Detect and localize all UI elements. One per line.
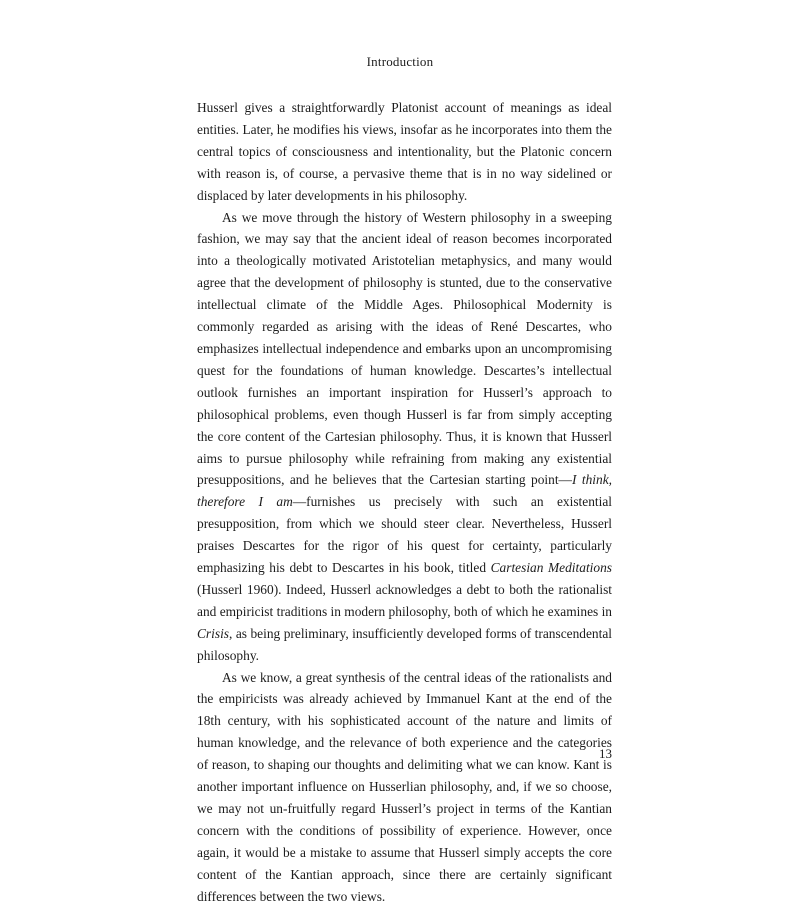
text-run: , as being preliminary, insufficiently developed forms of transcendental philosophy. bbox=[197, 625, 612, 663]
text-run: As we move through the history of Western philosophy in a sweeping fashion, we may say that the ancient ideal of reason becomes incorporated into a theologically motivated Aristotelian metaphysics, and many would agree that the development of philosophy is stunted, due to the conservative intellectual climate of the Middle Ages. Philosophical Modernity is commonly regarded as arising with the ideas of René Descartes, who emphasizes intellectual independence and embarks upon an uncompromising quest for the foundations of human knowledge. Descartes’s intellectual outlook furnishes an important inspiration for Husserl’s approach to philosophical problems, even though Husserl is far from simply accepting the core content of the Cartesian philosophy. Thus, it is known that Husserl aims to pursue philosophy while refraining from making any existential presuppositions, and he believes that the Cartesian starting point— bbox=[197, 209, 612, 488]
italic-run: I think, therefore I am bbox=[197, 472, 612, 510]
text-run: (Husserl 1960). Indeed, Husserl acknowledges a debt to both the rationalist and empiricist traditions in modern philosophy, both of which he examines in bbox=[197, 581, 612, 619]
page-number: 13 bbox=[599, 746, 612, 761]
text-run: As we know, a great synthesis of the central ideas of the rationalists and the empiricists was already achieved by Immanuel Kant at the end of the 18th century, with his sophisticated account of the nature and limits of human knowledge, and the relevance of both experience and the categories of reason, to shaping our thoughts and delimiting what we can know. Kant is another important influence on Husserlian philosophy, and, if we so choose, we may not un-fruitfully regard Husserl’s project in terms of the Kantian concern with the conditions of possibility of experience. However, once again, it would be a mistake to assume that Husserl simply accepts the core content of the Kantian approach, since there are certainly significant differences between the two views. bbox=[197, 669, 612, 904]
text-run: —furnishes us precisely with such an existential presupposition, from which we should steer clear. Nevertheless, Husserl praises Descartes for the rigor of his quest for certainty, particularly emphasizing his debt to Descartes in his book, titled bbox=[197, 494, 612, 576]
book-title-italic: Crisis bbox=[197, 625, 230, 641]
running-head: Introduction bbox=[366, 54, 434, 69]
book-title-italic: Cartesian Meditations bbox=[490, 560, 612, 576]
paragraph-2 bbox=[197, 207, 612, 667]
paragraph-3 bbox=[197, 667, 612, 908]
body-text bbox=[197, 97, 612, 908]
paragraph-1 bbox=[197, 97, 612, 207]
text-run: Husserl gives a straightforwardly Platonist account of meanings as ideal entities. Later, he modifies his views, insofar as he incorporates into them the central topics of consciousness and intentionality, but the Platonic concern with reason is, of course, a pervasive theme that is in no way sidelined or displaced by later developments in his philosophy. bbox=[197, 100, 612, 203]
